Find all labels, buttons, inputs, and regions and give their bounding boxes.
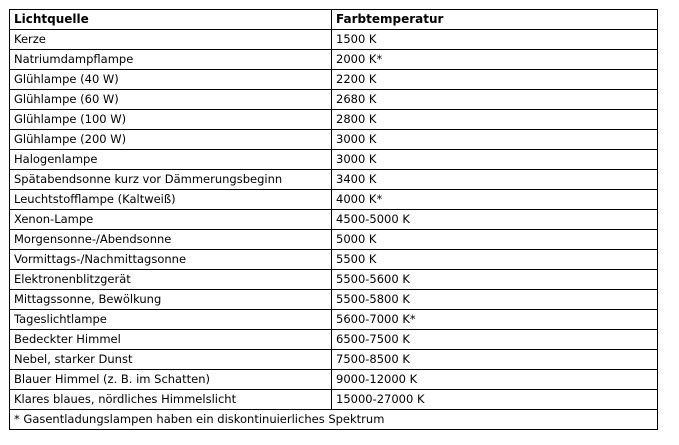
- light-source-cell: Kerze: [10, 30, 332, 50]
- table-row: [10, 370, 658, 390]
- color-temperature-cell: 5500-5600 K: [332, 270, 658, 290]
- table-row: [10, 170, 658, 190]
- table-row: [10, 90, 658, 110]
- color-temperature-cell: 2800 K: [332, 110, 658, 130]
- color-temperature-cell: 5500 K: [332, 250, 658, 270]
- color-temperature-sheet: [9, 9, 658, 430]
- table-row: [10, 350, 658, 370]
- color-temperature-cell: 9000-12000 K: [332, 370, 658, 390]
- table-row: [10, 190, 658, 210]
- light-source-cell: Halogenlampe: [10, 150, 332, 170]
- light-source-cell: Klares blaues, nördliches Himmelslicht: [10, 390, 332, 410]
- color-temperature-cell: 3000 K: [332, 130, 658, 150]
- table-row: [10, 230, 658, 250]
- light-source-cell: Glühlampe (60 W): [10, 90, 332, 110]
- color-temperature-cell: 1500 K: [332, 30, 658, 50]
- table-row: [10, 390, 658, 410]
- table-row: [10, 150, 658, 170]
- color-temperature-cell: 5500-5800 K: [332, 290, 658, 310]
- color-temperature-cell: 3000 K: [332, 150, 658, 170]
- color-temperature-cell: 2000 K*: [332, 50, 658, 70]
- light-source-cell: Bedeckter Himmel: [10, 330, 332, 350]
- color-temperature-cell: 15000-27000 K: [332, 390, 658, 410]
- footnote: * Gasentladungslampen haben ein diskontinuierliches Spektrum: [10, 410, 658, 430]
- table-row: [10, 30, 658, 50]
- table-row: [10, 330, 658, 350]
- table-row: [10, 310, 658, 330]
- light-source-cell: Xenon-Lampe: [10, 210, 332, 230]
- color-temperature-cell: 3400 K: [332, 170, 658, 190]
- table-row: [10, 290, 658, 310]
- light-source-cell: Spätabendsonne kurz vor Dämmerungsbeginn: [10, 170, 332, 190]
- table-row: [10, 70, 658, 90]
- light-source-cell: Nebel, starker Dunst: [10, 350, 332, 370]
- table-row: [10, 210, 658, 230]
- table-row: [10, 110, 658, 130]
- color-temperature-cell: 5000 K: [332, 230, 658, 250]
- table-row: [10, 270, 658, 290]
- light-source-cell: Blauer Himmel (z. B. im Schatten): [10, 370, 332, 390]
- table-row: [10, 250, 658, 270]
- color-temperature-cell: 4000 K*: [332, 190, 658, 210]
- color-temperature-table: [9, 9, 658, 430]
- color-temperature-cell: 4500-5000 K: [332, 210, 658, 230]
- light-source-cell: Glühlampe (100 W): [10, 110, 332, 130]
- light-source-cell: Elektronenblitzgerät: [10, 270, 332, 290]
- light-source-cell: Leuchtstofflampe (Kaltweiß): [10, 190, 332, 210]
- header-light-source: Lichtquelle: [10, 10, 332, 30]
- table-body: [10, 30, 658, 410]
- color-temperature-cell: 5600-7000 K*: [332, 310, 658, 330]
- light-source-cell: Vormittags-/Nachmittagsonne: [10, 250, 332, 270]
- color-temperature-cell: 7500-8500 K: [332, 350, 658, 370]
- table-row: [10, 50, 658, 70]
- light-source-cell: Glühlampe (40 W): [10, 70, 332, 90]
- color-temperature-cell: 2200 K: [332, 70, 658, 90]
- table-header-row: [10, 10, 658, 30]
- light-source-cell: Natriumdampflampe: [10, 50, 332, 70]
- table-row: [10, 130, 658, 150]
- light-source-cell: Mittagssonne, Bewölkung: [10, 290, 332, 310]
- header-color-temperature: Farbtemperatur: [332, 10, 658, 30]
- color-temperature-cell: 2680 K: [332, 90, 658, 110]
- light-source-cell: Tageslichtlampe: [10, 310, 332, 330]
- light-source-cell: Morgensonne-/Abendsonne: [10, 230, 332, 250]
- footnote-row: [10, 410, 658, 430]
- light-source-cell: Glühlampe (200 W): [10, 130, 332, 150]
- color-temperature-cell: 6500-7500 K: [332, 330, 658, 350]
